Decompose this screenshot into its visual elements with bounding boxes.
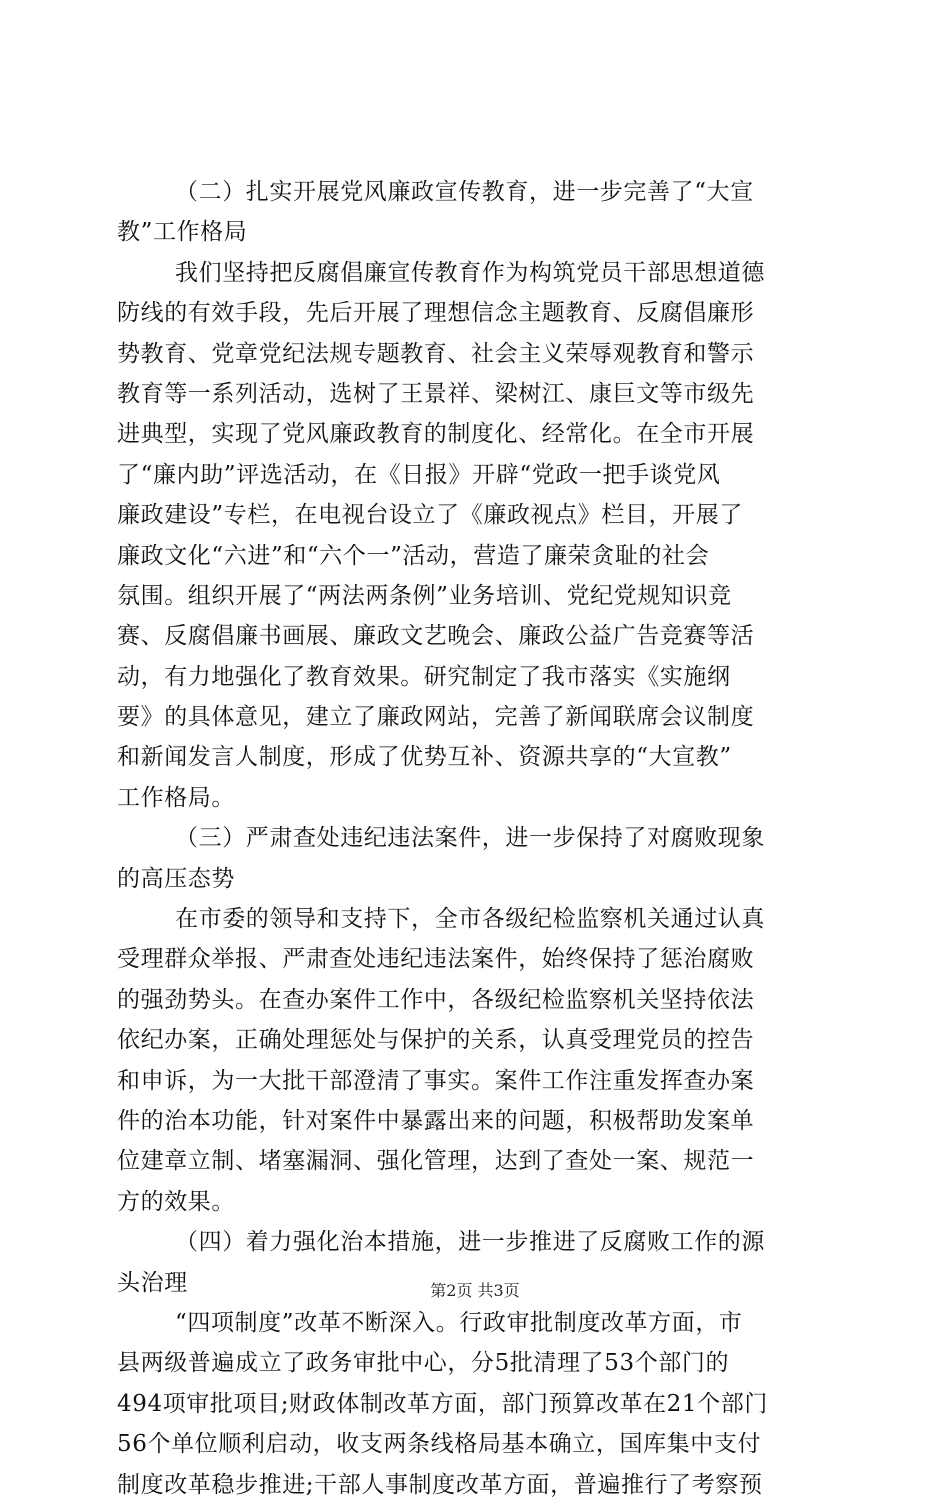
paragraph-line: 廉政文化“六进”和“六个一”活动，营造了廉荣贪耻的社会 bbox=[117, 542, 710, 569]
paragraph-line: 势教育、党章党纪法规专题教育、社会主义荣辱观教育和警示 bbox=[117, 340, 755, 367]
paragraph-line: 了“廉内助”评选活动，在《日报》开辟“党政一把手谈党风 bbox=[117, 461, 721, 488]
paragraph-line: 受理群众举报、严肃查处违纪违法案件，始终保持了惩治腐败 bbox=[117, 946, 755, 973]
paragraph-line: 位建章立制、堵塞漏洞、强化管理，达到了查处一案、规范一 bbox=[117, 1148, 755, 1175]
paragraph-line: 廉政建设”专栏，在电视台设立了《廉政视点》栏目，开展了 bbox=[117, 502, 743, 529]
paragraph-line: 件的治本功能，针对案件中暴露出来的问题，积极帮助发案单 bbox=[117, 1107, 755, 1134]
paragraph-line: 赛、反腐倡廉书画展、廉政文艺晚会、廉政公益广告竞赛等活 bbox=[117, 623, 755, 650]
paragraph-line: 教育等一系列活动，选树了王景祥、梁树江、康巨文等市级先 bbox=[117, 380, 755, 407]
paragraph-line: 和申诉，为一大批干部澄清了事实。案件工作注重发挥查办案 bbox=[117, 1067, 755, 1094]
paragraph-line: 494项审批项目;财政体制改革方面，部门预算改革在21个部门 bbox=[117, 1390, 768, 1417]
paragraph-line: “四项制度”改革不断深入。行政审批制度改革方面，市 bbox=[175, 1309, 743, 1336]
body-text bbox=[117, 172, 837, 1505]
paragraph-line: 县两级普遍成立了政务审批中心，分5批清理了53个部门的 bbox=[117, 1350, 730, 1377]
section-heading-4: （四）着力强化治本措施，进一步推进了反腐败工作的源 bbox=[175, 1229, 765, 1256]
paragraph-line: 防线的有效手段，先后开展了理想信念主题教育、反腐倡廉形 bbox=[117, 300, 755, 327]
paragraph-line: 进典型，实现了党风廉政教育的制度化、经常化。在全市开展 bbox=[117, 421, 755, 448]
paragraph-line: 动，有力地强化了教育效果。研究制定了我市落实《实施纲 bbox=[117, 663, 731, 690]
section-heading-3: （三）严肃查处违纪违法案件，进一步保持了对腐败现象 bbox=[175, 825, 765, 852]
paragraph-line: 和新闻发言人制度，形成了优势互补、资源共享的“大宣教” bbox=[117, 744, 732, 771]
section-heading-2: （二）扎实开展党风廉政宣传教育，进一步完善了“大宣 bbox=[175, 179, 754, 205]
paragraph-line: 制度改革稳步推进;干部人事制度改革方面，普遍推行了考察预 bbox=[117, 1471, 763, 1498]
paragraph-line: 要》的具体意见，建立了廉政网站，完善了新闻联席会议制度 bbox=[117, 704, 755, 731]
paragraph-line: 方的效果。 bbox=[117, 1188, 235, 1215]
paragraph-line: 依纪办案，正确处理惩处与保护的关系，认真受理党员的控告 bbox=[117, 1027, 755, 1054]
page-footer: 第2页 共3页 bbox=[430, 1281, 520, 1300]
paragraph-line: 的强劲势头。在查办案件工作中，各级纪检监察机关坚持依法 bbox=[117, 986, 755, 1013]
section-heading-4-cont: 头治理 bbox=[117, 1269, 188, 1296]
section-heading-2-cont: 教”工作格局 bbox=[117, 219, 248, 246]
paragraph-line: 在市委的领导和支持下，全市各级纪检监察机关通过认真 bbox=[175, 906, 765, 933]
paragraph-line: 56个单位顺利启动，收支两条线格局基本确立，国库集中支付 bbox=[117, 1431, 762, 1458]
paragraph-line: 我们坚持把反腐倡廉宣传教育作为构筑党员干部思想道德 bbox=[175, 259, 765, 286]
paragraph-line: 氛围。组织开展了“两法两条例”业务培训、党纪党规知识竞 bbox=[117, 582, 732, 609]
section-heading-3-cont: 的高压态势 bbox=[117, 865, 235, 892]
paragraph-line: 工作格局。 bbox=[117, 784, 235, 811]
